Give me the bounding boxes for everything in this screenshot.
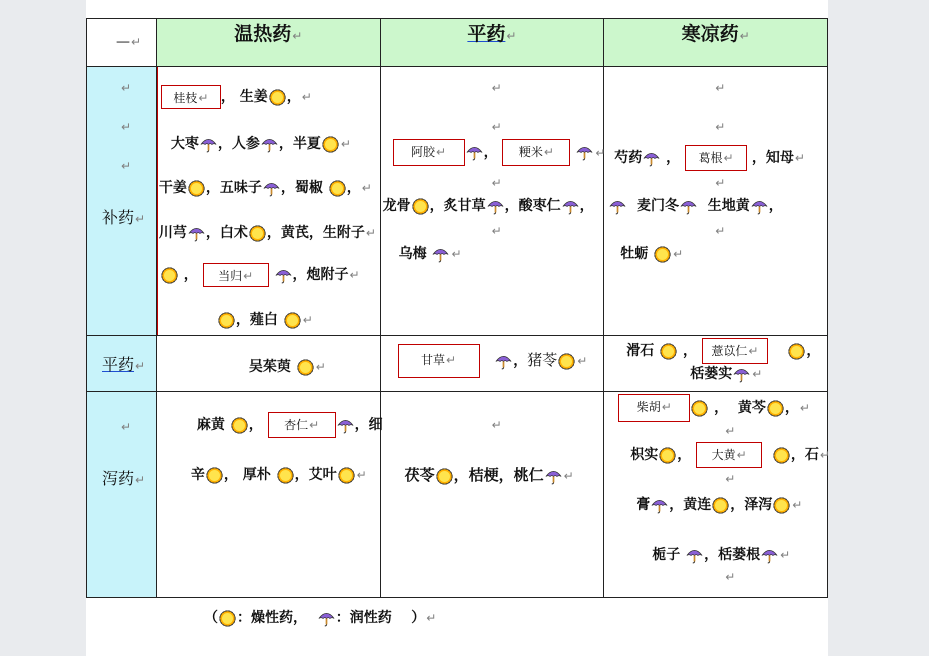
sun-icon [558,353,575,370]
sun-icon [297,359,314,376]
cell-tonic-cold: ↵ ↵ 芍药 ， 葛根↵ ，知母↵ ↵ 麦门冬 生地黄 ， ↵ 牡蛎 ↵ [604,67,828,336]
sun-icon [773,497,790,514]
row-header-purge: ↵ 泻药↵ [87,392,157,598]
umbrella-icon [761,547,778,564]
herb-box: 粳米↵ [502,139,570,166]
sun-icon [660,343,677,360]
sun-icon [284,312,301,329]
sun-icon [206,467,223,484]
sun-icon [188,180,205,197]
umbrella-icon [545,468,562,485]
sun-icon [712,497,729,514]
umbrella-icon [680,198,697,215]
herb-box: 甘草↵ [398,344,480,378]
herb-box: 桂枝↵ [161,85,221,109]
sun-icon [329,180,346,197]
cell-neutral-cold: 滑石 ， 薏苡仁↵ ， 栝蒌实 ↵ [604,336,828,392]
row-header-neutral: 平药↵ [87,336,157,392]
col-header-neutral: 平药↵ [380,19,604,67]
umbrella-icon [733,366,750,383]
sun-icon [322,136,339,153]
legend: （ ：燥性药， ：润性药 ）↵ [204,610,437,626]
corner-cell: —↵ [87,19,157,67]
umbrella-icon [261,136,278,153]
umbrella-icon [466,144,483,161]
umbrella-icon [200,136,217,153]
sun-icon [338,467,355,484]
sun-icon [436,468,453,485]
umbrella-icon [188,225,205,242]
sun-icon [161,267,178,284]
sun-icon [249,225,266,242]
cell-purge-warm: 麻黄 ， 杏仁↵ ，细 辛 ， 厚朴 ，艾叶 ↵ [156,392,380,598]
umbrella-icon [337,417,354,434]
herb-box: 阿胶↵ [393,139,465,166]
sun-icon [654,246,671,263]
herb-box: 大黄↵ [696,442,762,468]
herb-classification-table [86,18,828,598]
umbrella-icon [609,198,626,215]
cell-neutral-neutral: 甘草↵ ，猪苓 ↵ [380,336,604,392]
sun-icon [277,467,294,484]
umbrella-icon [643,150,660,167]
cell-tonic-warm: 桂枝↵ ， 生姜 ，↵ 大枣 ，人参 ，半夏 ↵ 干姜 ，五味子 ，蜀椒 ，↵ 川芎 ，白术 ，黄芪，生附子↵ ， 当归↵ ，炮附子↵ ，薤白 ↵ [156,67,380,336]
cell-purge-neutral: ↵ 茯苓 ，桔梗，桃仁 ↵ [380,392,604,598]
sun-icon [218,312,235,329]
umbrella-icon [275,267,292,284]
umbrella-icon [651,497,668,514]
sun-icon [773,447,790,464]
umbrella-icon [686,547,703,564]
corner-dash: — [116,34,130,50]
sun-icon [219,610,236,627]
umbrella-icon [562,198,579,215]
umbrella-icon [318,610,335,627]
row-header-tonic: ↵ ↵ ↵ 补药↵ [87,67,157,336]
cell-neutral-warm: 吴茱萸 ↵ [156,336,380,392]
cell-purge-cold: 柴胡↵ ， 黄芩 ，↵ ↵ 枳实 ， 大黄↵ ，石↵ ↵ 膏 ，黄连 ，泽泻 ↵ 栀子 ，栝蒌根 ↵ ↵ [604,392,828,598]
umbrella-icon [576,144,593,161]
col-header-warm: 温热药↵ [156,19,380,67]
umbrella-icon [487,198,504,215]
sun-icon [788,343,805,360]
legend-dry-label: ：燥性药， [237,610,307,626]
herb-box: 葛根↵ [685,145,747,171]
sun-icon [269,89,286,106]
umbrella-icon [495,353,512,370]
umbrella-icon [432,246,449,263]
sun-icon [691,400,708,417]
sun-icon [231,417,248,434]
herb-box: 柴胡↵ [618,394,690,422]
legend-moist-label: ：润性药 [335,610,392,626]
herb-box: 当归↵ [203,263,269,287]
herb-box: 薏苡仁↵ [702,338,768,364]
sun-icon [767,400,784,417]
sun-icon [659,447,676,464]
herb-box: 杏仁↵ [268,412,336,438]
umbrella-icon [263,180,280,197]
cell-tonic-neutral: ↵ ↵ 阿胶↵ ， 粳米↵ ↵ ↵ 龙骨 ，炙甘草 ，酸枣仁 ， ↵ 乌梅 ↵ [380,67,604,336]
sun-icon [412,198,429,215]
document-page [86,0,828,656]
umbrella-icon [751,198,768,215]
col-header-cold: 寒凉药↵ [604,19,828,67]
